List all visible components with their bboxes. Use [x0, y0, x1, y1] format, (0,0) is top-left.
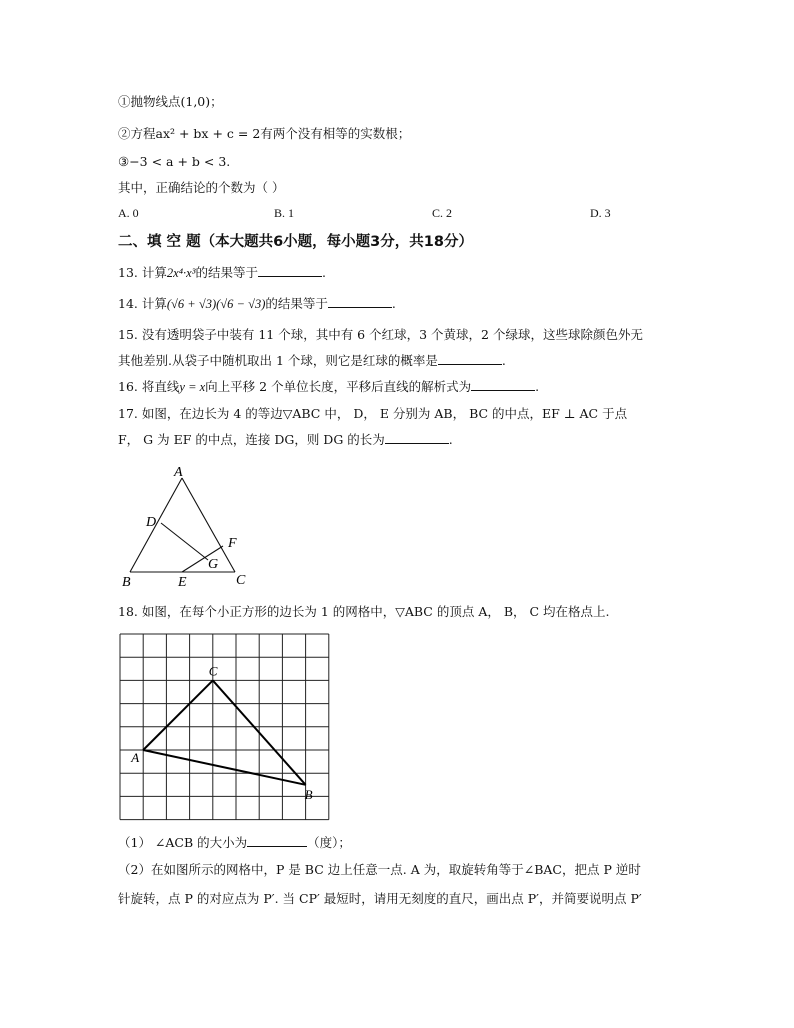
triangle-figure — [112, 460, 262, 595]
question-18-part1 — [118, 834, 351, 852]
label-e: E — [178, 575, 187, 590]
q13-end: . — [321, 265, 326, 280]
label-a: A — [174, 465, 183, 480]
label-f: F — [228, 536, 237, 551]
section-title: 二、填 空 题（本大题共6小题，每小题3分，共18分） — [118, 234, 473, 250]
q16-post: 向上平移 2 个单位长度，平移后直线的解析式为 — [205, 379, 472, 394]
q16-expr: y = x — [179, 380, 206, 394]
q13-num: 13. — [118, 265, 138, 280]
label-g: G — [208, 557, 219, 572]
question-prompt: 其中，正确结论的个数为（ ） — [118, 180, 285, 195]
question-16 — [118, 378, 539, 396]
choice-c: C. 2 — [432, 206, 453, 220]
question-15-line2 — [118, 352, 506, 370]
q18-1-answer-blank[interactable] — [247, 834, 307, 847]
q14-post: 的结果等于 — [265, 296, 328, 311]
q16-num: 16. — [118, 379, 138, 394]
question-17-line1: 17. 如图，在边长为 4 的等边▽ABC 中， D， E 分别为 AB， BC 的中点，EF ⊥ AC 于点 — [118, 406, 628, 421]
q16-end: . — [535, 379, 540, 394]
q13-expr: 2x⁴·x³ — [166, 266, 196, 280]
q17-text: F， G 为 EF 的中点，连接 DG，则 DG 的长为 — [118, 432, 385, 447]
grid-side-ac — [143, 680, 213, 750]
label-d: D — [146, 515, 157, 530]
statement-2: ②方程ax² + bx + c = 2有两个没有相等的实数根； — [118, 126, 411, 141]
grid-label-a: A — [131, 750, 140, 765]
question-17-line2 — [118, 431, 453, 449]
q18-1-pre: （1） ∠ACB 的大小为 — [118, 835, 248, 850]
q15-text: 其他差别.从袋子中随机取出 1 个球，则它是红球的概率是 — [118, 353, 438, 368]
choice-b: B. 1 — [274, 206, 295, 220]
q14-expr: (√6 + √3)(√6 − √3) — [166, 297, 266, 311]
segment-dg — [161, 523, 208, 560]
q16-answer-blank[interactable] — [471, 378, 535, 391]
grid-label-b: B — [304, 786, 313, 802]
question-18-line1: 18. 如图，在每个小正方形的边长为 1 的网格中，▽ABC 的顶点 A， B， C 均在格点上. — [118, 604, 610, 619]
choice-d: D. 3 — [590, 206, 611, 220]
q14-num: 14. — [118, 296, 138, 311]
question-15-line1: 15. 没有透明袋子中装有 11 个球，其中有 6 个红球，3 个黄球，2 个绿球，这些球除颜色外无 — [118, 327, 643, 342]
label-b: B — [122, 575, 131, 590]
q13-answer-blank[interactable] — [258, 264, 322, 277]
question-14 — [118, 295, 396, 313]
q15-answer-blank[interactable] — [438, 352, 502, 365]
question-18-part2-line2: 针旋转，点 P 的对应点为 P′. 当 CP′ 最短时，请用无刻度的直尺，画出点 P′，并简要说明点 P′ — [118, 891, 642, 906]
q13-pre: 计算 — [141, 265, 167, 280]
choice-a: A. 0 — [118, 206, 139, 220]
q17-answer-blank[interactable] — [385, 431, 449, 444]
q18-1-post: （度）； — [307, 835, 351, 850]
q14-answer-blank[interactable] — [328, 295, 392, 308]
q14-pre: 计算 — [141, 296, 167, 311]
statement-1: ①抛物线点(1,0)； — [118, 94, 223, 109]
grid-triangle — [143, 680, 305, 784]
q14-end: . — [391, 296, 396, 311]
q13-post: 的结果等于 — [195, 265, 258, 280]
question-13 — [118, 264, 326, 282]
q15-end: . — [501, 353, 506, 368]
grid-figure — [118, 632, 338, 822]
q16-pre: 将直线 — [141, 379, 180, 394]
question-18-part2-line1: （2）在如图所示的网格中，P 是 BC 边上任意一点. A 为，取旋转角等于∠BAC，把点 P 逆时 — [118, 862, 641, 877]
grid-lines — [120, 634, 329, 820]
statement-3: ③−3 < a + b < 3. — [118, 154, 231, 169]
label-c: C — [236, 573, 246, 588]
q17-end: . — [448, 432, 453, 447]
grid-label-c: C — [208, 663, 218, 679]
grid-side-ab — [143, 750, 305, 785]
